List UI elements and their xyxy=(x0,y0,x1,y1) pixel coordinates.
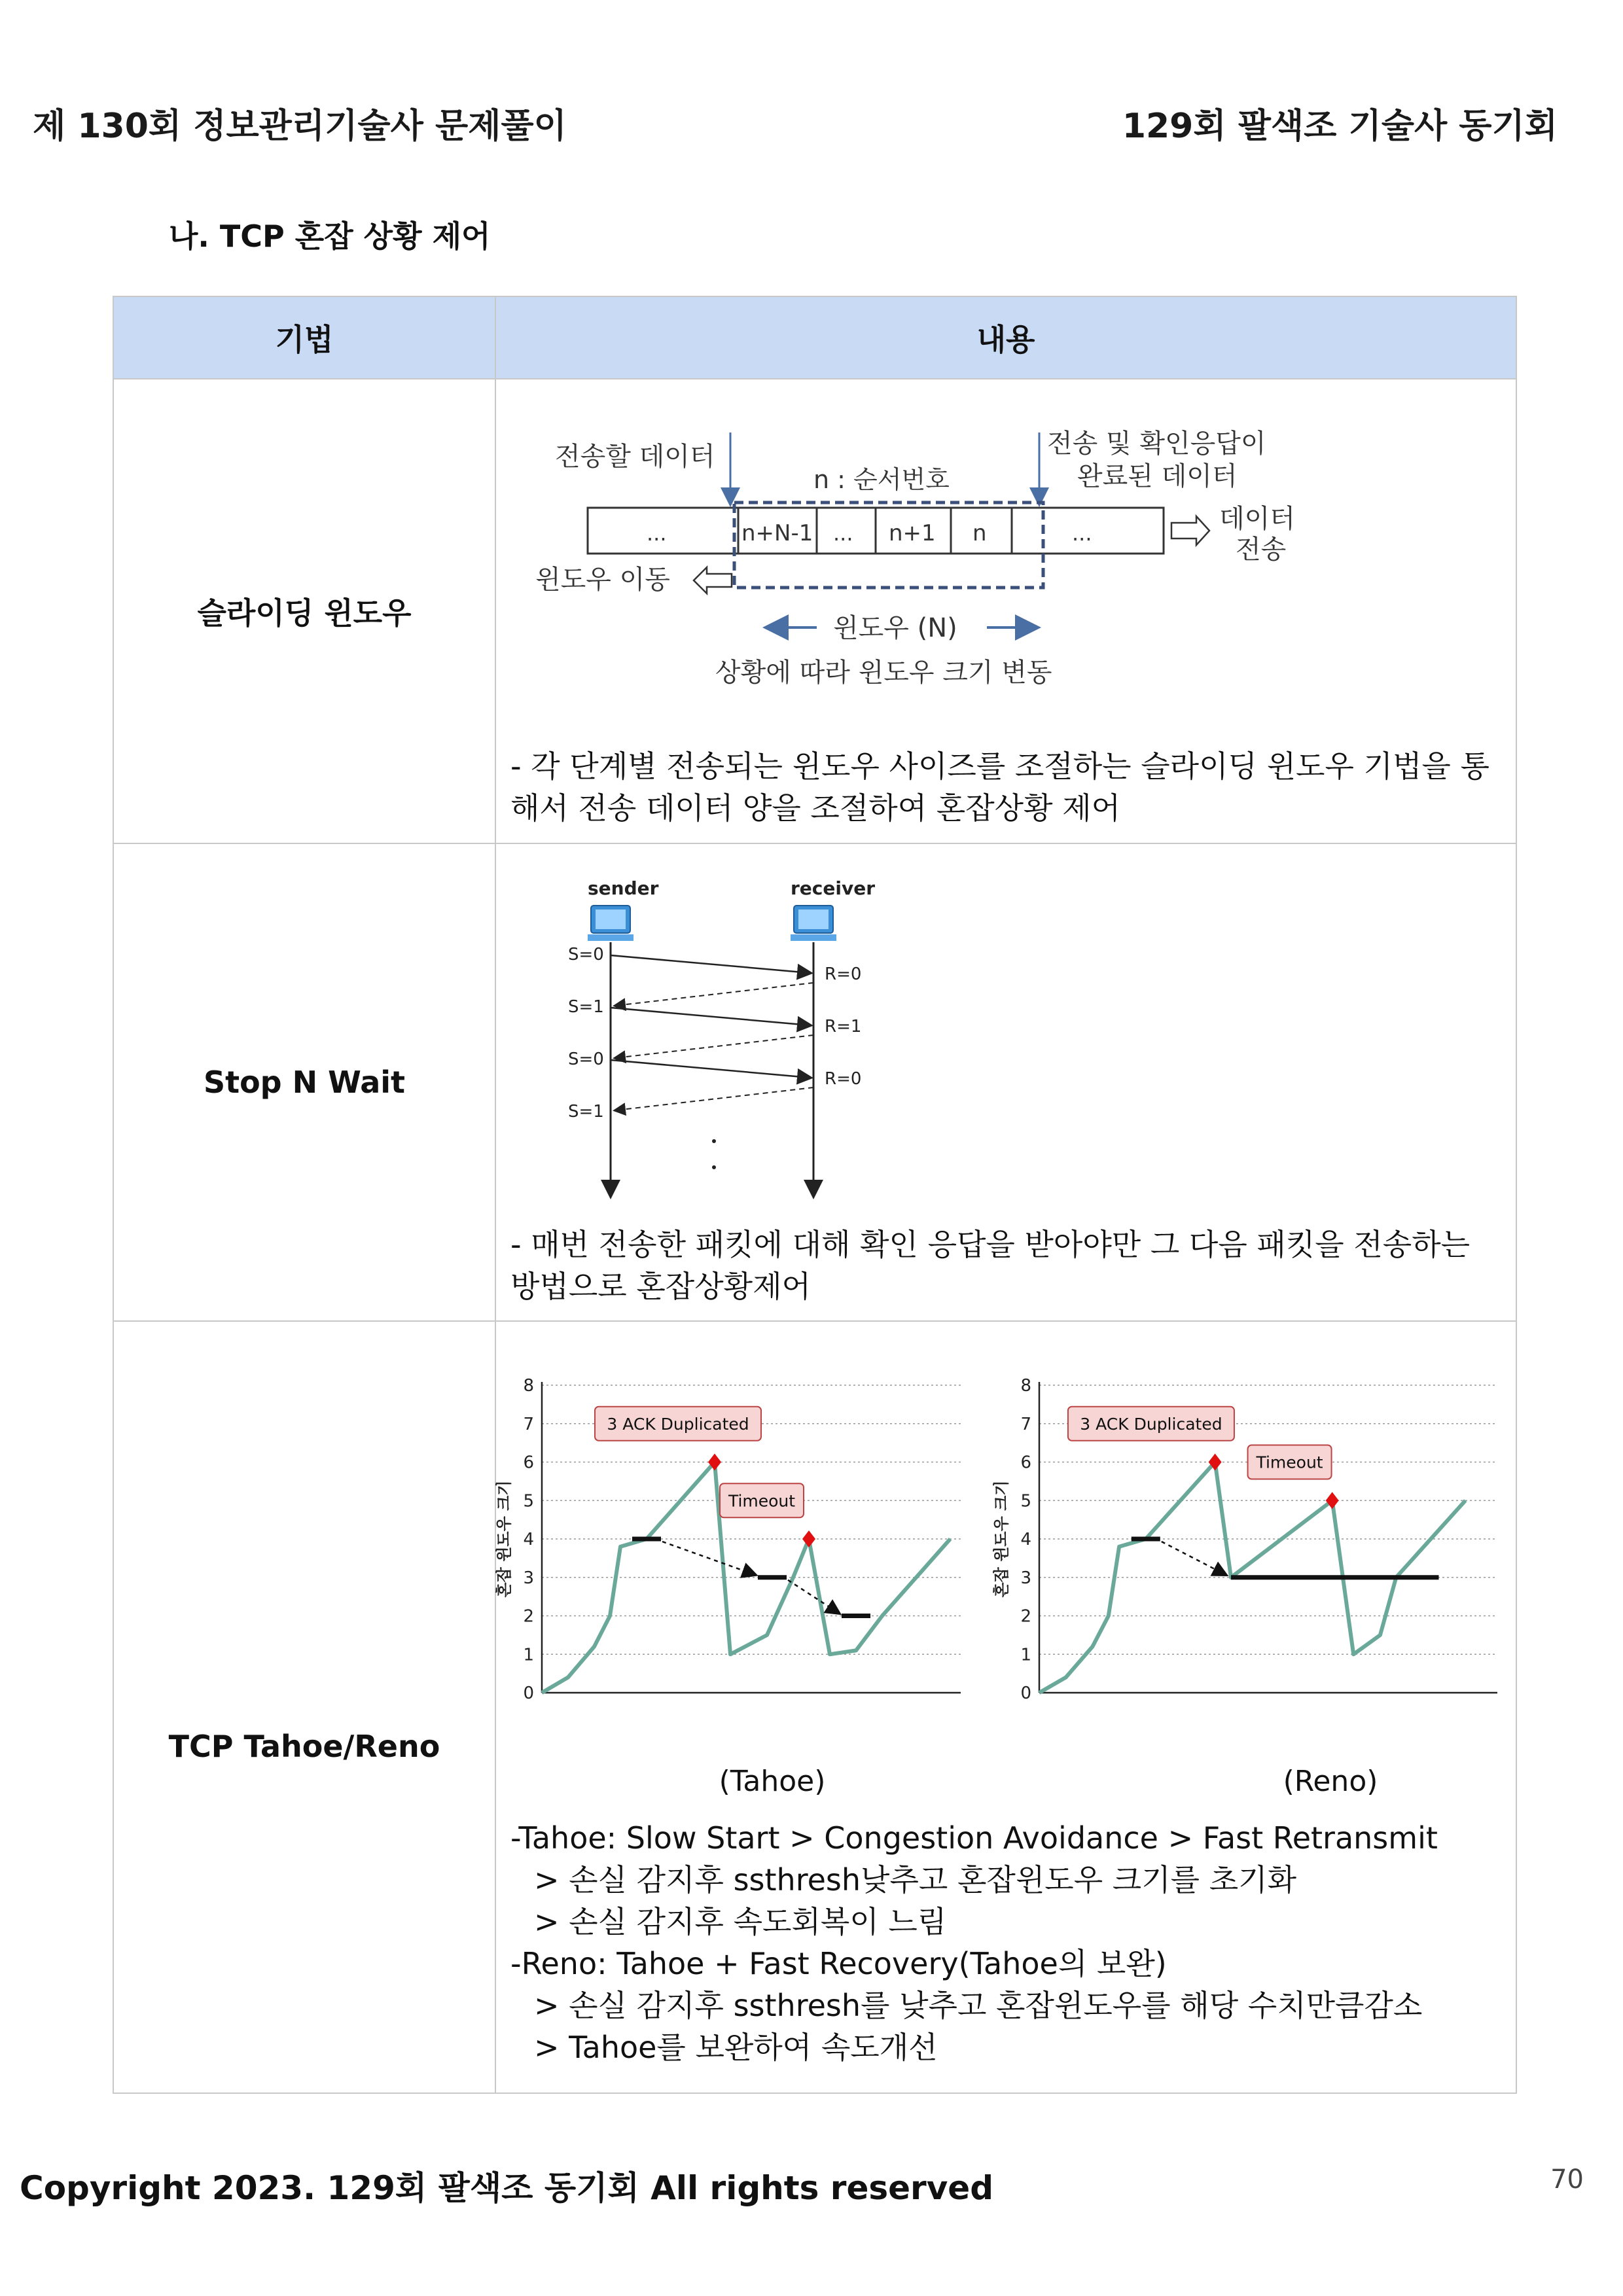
y-tick-label: 0 xyxy=(523,1684,534,1703)
annotation-label: 3 ACK Duplicated xyxy=(607,1414,749,1434)
ssthresh-arrow xyxy=(1162,1542,1226,1575)
cell-4: n xyxy=(972,520,987,546)
y-tick-label: 4 xyxy=(1020,1530,1031,1549)
header-left: 제 130회 정보관리기술사 문제풀이 xyxy=(33,107,567,146)
y-tick-label: 8 xyxy=(1020,1376,1031,1396)
label-data-1: 데이터 xyxy=(1219,504,1295,534)
y-axis-label: 혼잡 윈도우 크기 xyxy=(495,1480,513,1598)
receiver-label-0: R=0 xyxy=(825,964,862,984)
sender-label-3: S=1 xyxy=(568,1102,604,1122)
stop-n-wait-diagram xyxy=(555,872,1013,1205)
y-tick-label: 2 xyxy=(1020,1606,1031,1627)
y-tick-label: 7 xyxy=(523,1414,534,1434)
y-tick-label: 0 xyxy=(1020,1684,1031,1703)
page-number: 70 xyxy=(1550,2164,1584,2195)
tcp-desc-line: -Reno: Tahoe + Fast Recovery(Tahoe의 보완) xyxy=(510,1946,1167,1981)
sliding-window-diagram xyxy=(535,419,1295,714)
label-seq: n : 순서번호 xyxy=(813,465,950,494)
congestion-charts xyxy=(495,1372,1524,1817)
method-stop-n-wait: Stop N Wait xyxy=(113,843,495,1321)
label-acked-2: 완료된 데이터 xyxy=(1077,461,1238,491)
reno-chart xyxy=(992,1376,1497,1798)
y-tick-label: 5 xyxy=(1020,1491,1031,1511)
receiver-computer-icon xyxy=(791,906,836,941)
receiver-label-1: R=1 xyxy=(825,1017,862,1036)
annotation-label: Timeout xyxy=(1256,1453,1323,1472)
label-send-data: 전송할 데이터 xyxy=(555,442,715,472)
sender-computer-icon xyxy=(588,906,633,941)
annotation-label: Timeout xyxy=(728,1491,796,1511)
y-tick-label: 3 xyxy=(1020,1568,1031,1588)
chart-caption: (Tahoe) xyxy=(719,1765,826,1798)
sender-label-0: S=0 xyxy=(568,945,604,964)
label-acked-1: 전송 및 확인응답이 xyxy=(1047,429,1266,459)
label-move: 윈도우 이동 xyxy=(535,565,670,595)
cell-1: n+N-1 xyxy=(741,520,813,546)
y-tick-label: 1 xyxy=(1020,1645,1031,1665)
y-tick-label: 2 xyxy=(523,1606,534,1627)
table-row xyxy=(113,843,1516,1321)
y-tick-label: 1 xyxy=(523,1645,534,1665)
cell-3: n+1 xyxy=(889,520,936,546)
method-tcp-tahoe-reno: TCP Tahoe/Reno xyxy=(113,1321,495,2093)
cell-2: ... xyxy=(833,521,853,546)
y-axis-label: 혼잡 윈도우 크기 xyxy=(992,1480,1010,1598)
table-header-row xyxy=(113,296,1516,379)
label-data-2: 전송 xyxy=(1236,535,1287,565)
ssthresh-arrow xyxy=(788,1580,839,1614)
label-sender: sender xyxy=(588,877,659,899)
desc-sliding-window: - 각 단계별 전송되는 윈도우 사이즈를 조절하는 슬라이딩 윈도우 기법을 통해서 전송 데이터 양을 조절하여 혼잡상황 제어 xyxy=(510,749,1489,826)
y-tick-label: 5 xyxy=(523,1491,534,1511)
desc-stop-n-wait: - 매번 전송한 패킷에 대해 확인 응답을 받아야만 그 다음 패킷을 전송하는 방법으로 혼잡상황제어 xyxy=(510,1227,1471,1304)
tcp-desc-line: > Tahoe를 보완하여 속도개선 xyxy=(534,2030,938,2065)
tcp-desc-line: > 손실 감지후 ssthresh낮추고 혼잡윈도우 크기를 초기화 xyxy=(534,1862,1297,1898)
header-right: 129회 팔색조 기술사 동기회 xyxy=(1122,107,1558,146)
y-tick-label: 8 xyxy=(523,1376,534,1396)
label-receiver: receiver xyxy=(791,877,876,899)
loss-point xyxy=(802,1530,815,1547)
tcp-desc-line: > 손실 감지후 ssthresh를 낮추고 혼잡윈도우를 해당 수치만큼감소 xyxy=(534,1988,1423,2023)
header-content: 내용 xyxy=(495,296,1516,379)
tcp-desc-line: -Tahoe: Slow Start > Congestion Avoidance > Fast Retransmit xyxy=(510,1820,1438,1856)
annotation-label: 3 ACK Duplicated xyxy=(1080,1414,1222,1434)
cell-5: ... xyxy=(1072,521,1092,546)
footer-copyright: Copyright 2023. 129회 팔색조 동기회 All rights reserved xyxy=(20,2169,994,2207)
label-window: 윈도우 (N) xyxy=(833,613,957,643)
section-title: 나. TCP 혼잡 상황 제어 xyxy=(169,219,491,254)
content-sliding-window xyxy=(495,379,1516,843)
cell-0: ... xyxy=(647,521,667,546)
receiver-label-2: R=0 xyxy=(825,1069,862,1089)
header-method: 기법 xyxy=(113,296,495,379)
sender-label-2: S=0 xyxy=(568,1050,604,1069)
tcp-description xyxy=(496,1817,1516,2081)
table-row xyxy=(113,379,1516,843)
label-vary: 상황에 따라 윈도우 크기 변동 xyxy=(715,658,1052,688)
content-stop-n-wait xyxy=(495,843,1516,1321)
y-tick-label: 3 xyxy=(523,1568,534,1588)
y-tick-label: 7 xyxy=(1020,1414,1031,1434)
sender-label-1: S=1 xyxy=(568,997,604,1017)
content-tcp-tahoe-reno xyxy=(495,1321,1516,2093)
method-sliding-window: 슬라이딩 윈도우 xyxy=(113,379,495,843)
technique-table xyxy=(113,296,1517,2094)
chart-caption: (Reno) xyxy=(1283,1765,1378,1798)
y-tick-label: 6 xyxy=(1020,1453,1031,1473)
table-row xyxy=(113,1321,1516,2093)
y-tick-label: 4 xyxy=(523,1530,534,1549)
tahoe-chart xyxy=(495,1376,961,1798)
y-tick-label: 6 xyxy=(523,1453,534,1473)
tcp-desc-line: > 손실 감지후 속도회복이 느림 xyxy=(534,1904,947,1939)
ssthresh-arrow xyxy=(662,1542,755,1575)
